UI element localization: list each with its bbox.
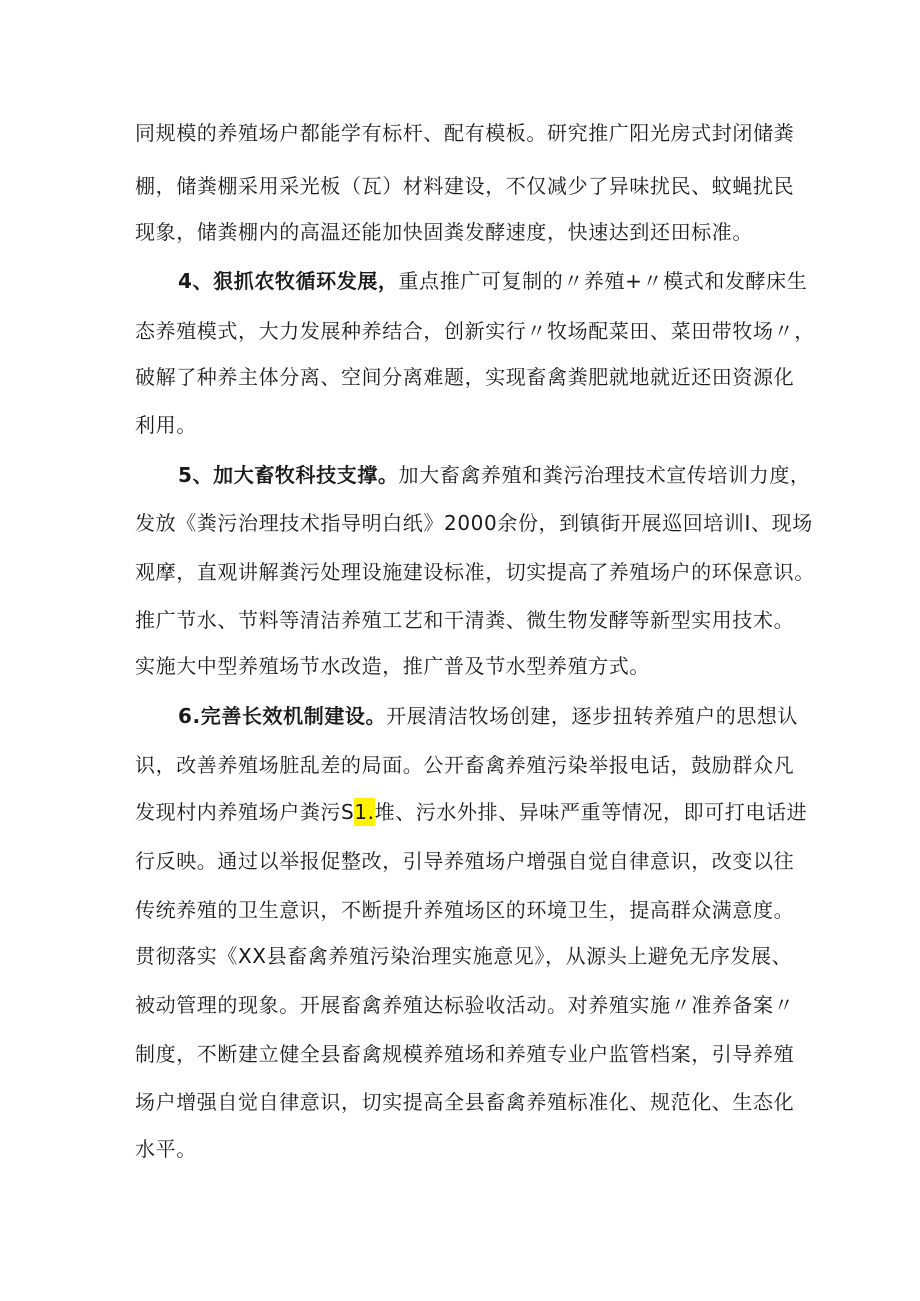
section-heading: 5、加大畜牧科技支撑。 [178,463,399,487]
body-text: 态养殖模式，大力发展种养结合，创新实行〃牧场配菜田、菜田带牧场〃， [135,319,815,343]
paragraph-line [135,942,792,970]
body-text: 制度，不断建立健全县畜禽规模养殖场和养殖专业户监管档案，引导养殖 [135,1042,795,1066]
paragraph-line [135,652,650,680]
body-text: 现象，储粪棚内的高温还能加快固粪发酵速度，快速达到还田标准。 [135,220,753,244]
paragraph-line [178,267,807,295]
paragraph-line [135,411,197,439]
body-text: 同规模的养殖场户都能学有标杆、配有模板。研究推广阳光房式封闭储粪 [135,121,795,145]
section-heading: 6.完善长效机制建设。 [178,704,387,728]
body-text: 贯彻落实《XX县畜禽养殖污染治理实施意见》，从源头上避免无序发展、 [135,944,793,968]
paragraph-line [135,558,815,586]
body-text: 棚，储粪棚采用采光板（瓦）材料建设，不仅减少了异味扰民、蚊蝇扰民 [135,174,795,198]
paragraph-line [135,606,794,634]
body-text: 发现村内养殖场户粪污S [135,800,355,824]
paragraph-line [135,991,794,1019]
section-heading: 4、狠抓农牧循环发展， [178,269,399,293]
paragraph-line [135,317,815,345]
body-text: 开展清洁牧场创建，逐步扭转养殖户的思想认 [386,704,799,728]
body-text: 发放《粪污治理技术指导明白纸》2000余份，到镇街开展巡回培训I、现场 [135,511,813,535]
body-text: 重点推广可复制的〃养殖+〃模式和发酵床生 [398,269,808,293]
paragraph-line [135,896,794,924]
body-text: 破解了种养主体分离、空间分离难题，实现畜禽粪肥就地就近还田资源化 [135,365,795,389]
paragraph-line [135,119,794,147]
body-text: 识，改善养殖场脏乱差的局面。公开畜禽养殖污染举报电话，鼓励群众凡 [135,753,795,777]
paragraph-line [135,751,794,779]
paragraph-line [135,798,807,826]
paragraph-line [178,461,811,489]
paragraph-line [135,509,813,537]
body-text: 加大畜禽养殖和粪污治理技术宣传培训力度， [398,463,811,487]
paragraph-line [135,172,794,200]
body-text: 实施大中型养殖场节水改造，推广普及节水型养殖方式。 [135,654,650,678]
body-text: 水平。 [135,1137,197,1161]
paragraph-line [178,702,798,730]
body-text: 观摩，直观讲解粪污处理设施建设标准，切实提高了养殖场户的环保意识。 [135,560,815,584]
body-text: 行反映。通过以举报促整改，引导养殖场户增强自觉自律意识，改变以往 [135,849,795,873]
body-text: 场户增强自觉自律意识，切实提高全县畜禽养殖标准化、规范化、生态化 [135,1090,795,1114]
body-text: 利用。 [135,413,197,437]
paragraph-line [135,218,753,246]
paragraph-line [135,847,794,875]
paragraph-line [135,1135,197,1163]
body-text: 推广节水、节料等清洁养殖工艺和干清粪、微生物发酵等新型实用技术。 [135,608,795,632]
body-text: 堆、污水外排、异味严重等情况，即可打电话进 [374,800,808,824]
paragraph-line [135,1040,794,1068]
body-text: 被动管理的现象。开展畜禽养殖达标验收活动。对养殖实施〃准养备案〃 [135,993,795,1017]
paragraph-line [135,1088,794,1116]
body-text: 传统养殖的卫生意识，不断提升养殖场区的环境卫生，提高群众满意度。 [135,898,795,922]
highlighted-text: 1. [354,800,375,824]
paragraph-line [135,363,794,391]
